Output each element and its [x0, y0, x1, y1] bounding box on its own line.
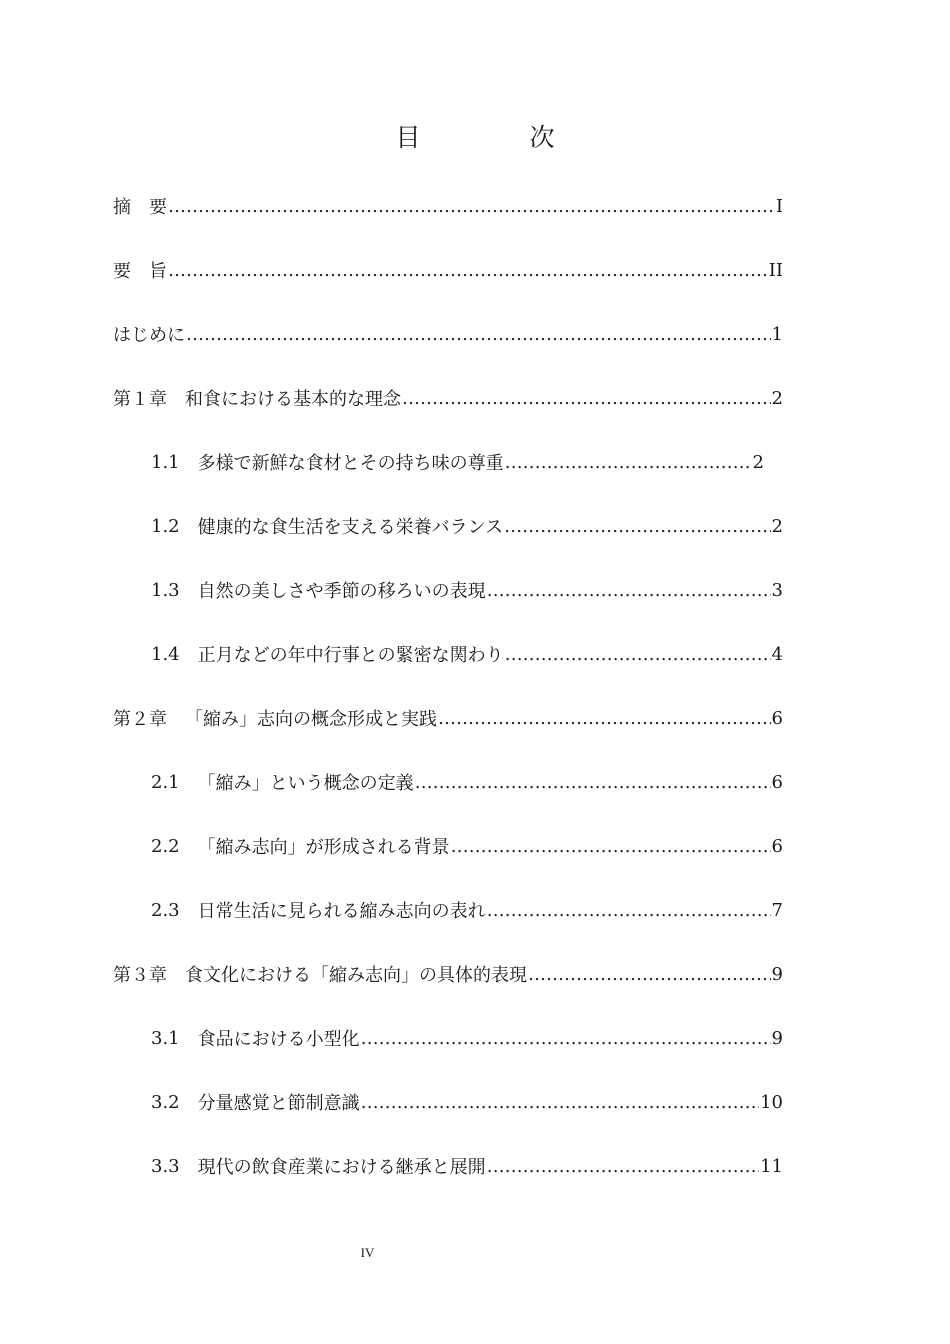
toc-entry-number: 2.3	[151, 899, 180, 921]
dot-leader	[402, 388, 771, 409]
dot-leader	[361, 1028, 771, 1049]
toc-entry-page: 6	[771, 835, 783, 857]
toc-entry-section-2-2[interactable]	[151, 826, 783, 866]
toc-entry-label: 食文化における「縮み志向」の具体的表現	[185, 965, 527, 986]
toc-entry-section-3-3[interactable]	[151, 1146, 783, 1186]
toc-entry-page: 6	[771, 771, 783, 793]
toc-entry-section-2-1[interactable]	[151, 762, 783, 802]
toc-entry-number: 第２章	[113, 709, 167, 730]
toc-entry-number: 第１章	[113, 389, 167, 410]
toc-entry-section-2-3[interactable]	[151, 890, 783, 930]
toc-entry-page: II	[768, 259, 783, 281]
dot-leader	[487, 900, 771, 921]
toc-entry-page: 3	[771, 579, 783, 601]
toc-entry-label: 多様で新鮮な食材とその持ち味の尊重	[197, 453, 504, 474]
toc-entry-section-1-4[interactable]	[151, 634, 783, 674]
toc-entry-page: 10	[760, 1091, 783, 1113]
toc-entry-label: 現代の飲食産業における継承と展開	[197, 1157, 486, 1178]
toc-title: 目 次	[395, 123, 597, 152]
toc-entry-section-3-2[interactable]	[151, 1082, 783, 1122]
toc-entry-number: 第３章	[113, 965, 167, 986]
dot-leader	[438, 708, 771, 729]
toc-entry-label: 正月などの年中行事との緊密な関わり	[197, 645, 504, 666]
dot-leader	[186, 324, 771, 345]
dot-leader	[504, 516, 770, 537]
dot-leader	[168, 196, 775, 217]
toc-entry-chapter-2[interactable]	[113, 698, 783, 738]
dot-leader	[451, 836, 771, 857]
toc-entry-label: 「縮み」志向の概念形成と実践	[185, 709, 437, 730]
toc-entry-label: 要 旨	[113, 261, 167, 282]
toc-entry-page: 2	[752, 451, 764, 473]
toc-entry-abstract-zh[interactable]	[113, 186, 783, 226]
toc-entry-number: 1.1	[151, 451, 180, 473]
toc-entry-page: 1	[771, 323, 783, 345]
toc-entry-label: 自然の美しさや季節の移ろいの表現	[197, 581, 486, 602]
toc-entry-introduction[interactable]	[113, 314, 783, 354]
toc-entry-label: 健康的な食生活を支える栄養バランス	[197, 517, 504, 538]
toc-entry-section-3-1[interactable]	[151, 1018, 783, 1058]
dot-leader	[505, 452, 752, 473]
toc-entry-number: 1.2	[151, 515, 180, 537]
dot-leader	[528, 964, 771, 985]
toc-entry-label: 「縮み志向」が形成される背景	[197, 837, 450, 858]
toc-entry-label: 日常生活に見られる縮み志向の表れ	[197, 901, 486, 922]
toc-entry-number: 2.1	[151, 771, 180, 793]
toc-entry-number: 3.3	[151, 1155, 180, 1177]
toc-entry-chapter-1[interactable]	[113, 378, 783, 418]
toc-entry-page: I	[775, 195, 783, 217]
toc-entry-abstract-ja[interactable]	[113, 250, 783, 290]
toc-entry-number: 3.1	[151, 1027, 180, 1049]
dot-leader	[487, 580, 771, 601]
toc-entry-number: 3.2	[151, 1091, 180, 1113]
toc-entry-page: 9	[771, 963, 783, 985]
toc-entry-page: 7	[771, 899, 783, 921]
dot-leader	[415, 772, 771, 793]
toc-entry-page: 2	[771, 515, 783, 537]
toc-entry-section-1-1[interactable]	[151, 442, 764, 482]
toc-entry-page: 6	[771, 707, 783, 729]
dot-leader	[487, 1156, 759, 1177]
page-number: IV	[360, 1245, 375, 1260]
toc-entry-page: 4	[771, 643, 783, 665]
toc-entry-page: 2	[771, 387, 783, 409]
dot-leader	[168, 260, 768, 281]
dot-leader	[505, 644, 771, 665]
toc-entry-label: 和食における基本的な理念	[185, 389, 401, 410]
toc-entry-number: 2.2	[151, 835, 180, 857]
toc-entry-number: 1.4	[151, 643, 180, 665]
toc-entry-label: 「縮み」という概念の定義	[197, 773, 414, 794]
toc-entry-label: 摘 要	[113, 197, 167, 218]
dot-leader	[361, 1092, 759, 1113]
toc-entry-page: 9	[771, 1027, 783, 1049]
toc-entry-chapter-3[interactable]	[113, 954, 783, 994]
toc-entry-section-1-2[interactable]	[151, 506, 783, 546]
toc-entry-label: 分量感覚と節制意識	[197, 1093, 360, 1114]
toc-entry-page: 11	[760, 1155, 783, 1177]
toc-entry-section-1-3[interactable]	[151, 570, 783, 610]
toc-entry-label: はじめに	[113, 325, 185, 346]
toc-entry-label: 食品における小型化	[197, 1029, 360, 1050]
toc-entry-number: 1.3	[151, 579, 180, 601]
